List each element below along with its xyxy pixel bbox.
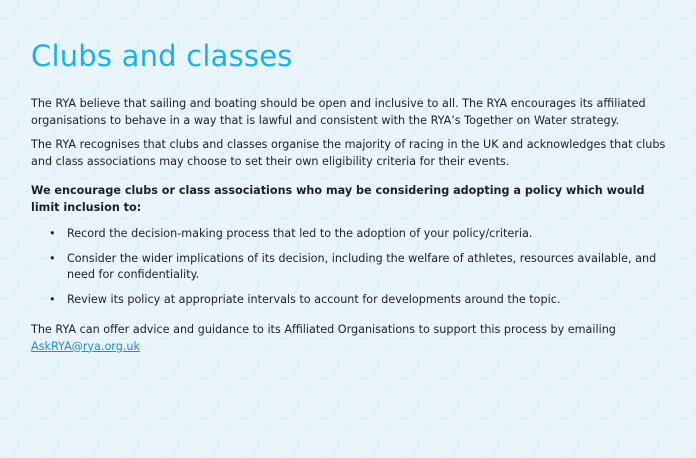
list-item [31,292,666,309]
list-item [31,226,666,243]
bullet-icon: • [49,251,56,265]
bullet-icon: • [49,292,56,306]
contact-text: The RYA can offer advice and guidance to its Affiliated Organisations to support this process by emailing [31,323,616,336]
list-item-text: Record the decision-making process that led to the adoption of your policy/criteria. [67,227,533,240]
clubs-classes-paragraph: The RYA recognises that clubs and classes organise the majority of racing in the UK and acknowledges that clubs and class associations may choose to set their own eligibility criteria for their events. [31,138,666,168]
list-item-text: Consider the wider implications of its decision, including the welfare of athletes, resources available, and need for confidentiality. [67,251,657,281]
list-item [31,251,666,284]
encouragement-heading: We encourage clubs or class associations who may be considering adopting a policy which would limit inclusion to: [31,184,645,214]
email-link[interactable]: AskRYA@rya.org.uk [31,339,140,353]
page-title: Clubs and classes [31,39,293,73]
intro-paragraph: The RYA believe that sailing and boating should be open and inclusive to all. The RYA encourages its affiliated organisations to behave in a way that is lawful and consistent with the RYA’s Together on Water strategy. [31,97,646,127]
recommendation-list [31,226,666,308]
bullet-icon: • [49,227,56,240]
contact-paragraph [31,322,666,355]
list-item-text: Review its policy at appropriate intervals to account for developments around the topic. [67,292,561,306]
